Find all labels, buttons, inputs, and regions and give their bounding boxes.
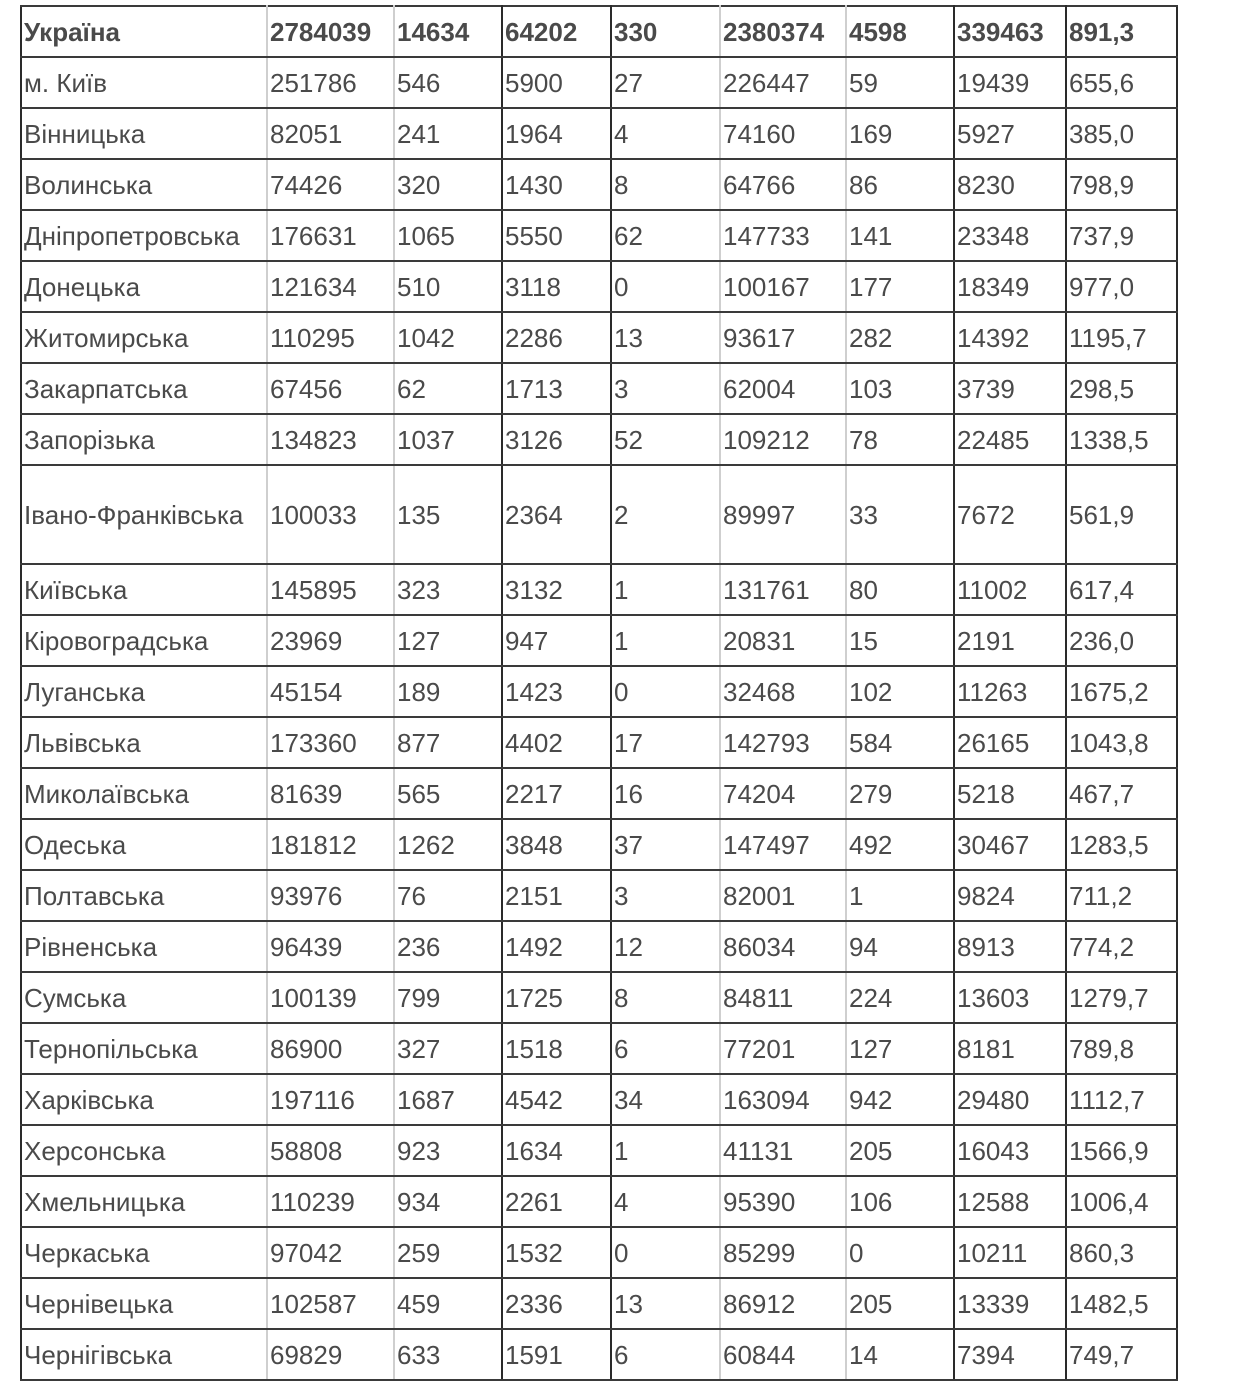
cell-incidence-per-100k: 385,0	[1066, 108, 1177, 159]
cell-new-cases: 459	[394, 1278, 502, 1329]
cell-region-name: Запорізька	[21, 414, 267, 465]
cell-incidence-per-100k: 1675,2	[1066, 666, 1177, 717]
cell-active-cases: 5218	[954, 768, 1066, 819]
cell-new-cases: 934	[394, 1176, 502, 1227]
cell-new-cases: 236	[394, 921, 502, 972]
cell-recovered: 62004	[720, 363, 846, 414]
cell-deaths: 947	[502, 615, 611, 666]
cell-new-recovered: 1	[846, 870, 954, 921]
cell-region-name: Вінницька	[21, 108, 267, 159]
table-row	[21, 261, 1177, 312]
cell-recovered: 77201	[720, 1023, 846, 1074]
cell-region-name: Харківська	[21, 1074, 267, 1125]
cell-total-cases: 96439	[267, 921, 394, 972]
cell-new-cases: 14634	[394, 6, 502, 57]
cell-new-cases: 799	[394, 972, 502, 1023]
table-row	[21, 108, 1177, 159]
cell-region-name: м. Київ	[21, 57, 267, 108]
cell-active-cases: 8181	[954, 1023, 1066, 1074]
cell-new-recovered: 205	[846, 1278, 954, 1329]
cell-active-cases: 7672	[954, 465, 1066, 564]
cell-region-name: Луганська	[21, 666, 267, 717]
cell-new-deaths: 37	[611, 819, 720, 870]
cell-new-deaths: 13	[611, 1278, 720, 1329]
cell-recovered: 74204	[720, 768, 846, 819]
cell-new-recovered: 33	[846, 465, 954, 564]
cell-deaths: 2286	[502, 312, 611, 363]
cell-active-cases: 339463	[954, 6, 1066, 57]
cell-active-cases: 30467	[954, 819, 1066, 870]
cell-incidence-per-100k: 711,2	[1066, 870, 1177, 921]
cell-new-deaths: 3	[611, 870, 720, 921]
cell-deaths: 2151	[502, 870, 611, 921]
cell-recovered: 20831	[720, 615, 846, 666]
table-row	[21, 1074, 1177, 1125]
cell-new-recovered: 942	[846, 1074, 954, 1125]
cell-region-name: Закарпатська	[21, 363, 267, 414]
cell-incidence-per-100k: 789,8	[1066, 1023, 1177, 1074]
cell-new-recovered: 584	[846, 717, 954, 768]
cell-region-name: Донецька	[21, 261, 267, 312]
cell-new-recovered: 86	[846, 159, 954, 210]
cell-recovered: 147497	[720, 819, 846, 870]
cell-region-name: Рівненська	[21, 921, 267, 972]
cell-new-cases: 633	[394, 1329, 502, 1380]
cell-new-deaths: 1	[611, 615, 720, 666]
cell-active-cases: 12588	[954, 1176, 1066, 1227]
cell-deaths: 2364	[502, 465, 611, 564]
cell-incidence-per-100k: 749,7	[1066, 1329, 1177, 1380]
cell-total-cases: 173360	[267, 717, 394, 768]
table-row	[21, 972, 1177, 1023]
cell-new-deaths: 1	[611, 1125, 720, 1176]
cell-incidence-per-100k: 617,4	[1066, 564, 1177, 615]
cell-recovered: 84811	[720, 972, 846, 1023]
cell-total-cases: 110295	[267, 312, 394, 363]
cell-deaths: 1725	[502, 972, 611, 1023]
cell-new-deaths: 1	[611, 564, 720, 615]
cell-new-cases: 565	[394, 768, 502, 819]
table-row	[21, 1227, 1177, 1278]
cell-deaths: 1713	[502, 363, 611, 414]
cell-incidence-per-100k: 561,9	[1066, 465, 1177, 564]
cell-active-cases: 11002	[954, 564, 1066, 615]
cell-active-cases: 8230	[954, 159, 1066, 210]
table-row-total	[21, 6, 1177, 57]
cell-active-cases: 23348	[954, 210, 1066, 261]
cell-total-cases: 81639	[267, 768, 394, 819]
cell-deaths: 1430	[502, 159, 611, 210]
cell-new-recovered: 103	[846, 363, 954, 414]
cell-region-name: Чернігівська	[21, 1329, 267, 1380]
cell-incidence-per-100k: 1006,4	[1066, 1176, 1177, 1227]
cell-new-cases: 1687	[394, 1074, 502, 1125]
cell-new-recovered: 78	[846, 414, 954, 465]
table-row	[21, 1278, 1177, 1329]
cell-deaths: 2217	[502, 768, 611, 819]
cell-new-recovered: 279	[846, 768, 954, 819]
cell-active-cases: 8913	[954, 921, 1066, 972]
cell-new-recovered: 141	[846, 210, 954, 261]
cell-incidence-per-100k: 298,5	[1066, 363, 1177, 414]
cell-total-cases: 176631	[267, 210, 394, 261]
table-row	[21, 1329, 1177, 1380]
table-row	[21, 717, 1177, 768]
cell-active-cases: 22485	[954, 414, 1066, 465]
table-row	[21, 870, 1177, 921]
cell-deaths: 5900	[502, 57, 611, 108]
cell-new-cases: 1065	[394, 210, 502, 261]
cell-new-recovered: 4598	[846, 6, 954, 57]
cell-recovered: 100167	[720, 261, 846, 312]
cell-total-cases: 134823	[267, 414, 394, 465]
cell-new-cases: 127	[394, 615, 502, 666]
table-row	[21, 414, 1177, 465]
cell-total-cases: 2784039	[267, 6, 394, 57]
cell-incidence-per-100k: 1112,7	[1066, 1074, 1177, 1125]
table-row	[21, 768, 1177, 819]
table-row	[21, 615, 1177, 666]
cell-recovered: 86034	[720, 921, 846, 972]
cell-total-cases: 121634	[267, 261, 394, 312]
table-row	[21, 210, 1177, 261]
cell-incidence-per-100k: 891,3	[1066, 6, 1177, 57]
cell-recovered: 147733	[720, 210, 846, 261]
table-row	[21, 363, 1177, 414]
cell-new-recovered: 14	[846, 1329, 954, 1380]
cell-new-cases: 877	[394, 717, 502, 768]
cell-active-cases: 14392	[954, 312, 1066, 363]
cell-new-cases: 1262	[394, 819, 502, 870]
covid-region-stats-table	[20, 5, 1178, 1381]
cell-region-name: Івано-Франківська	[21, 465, 267, 564]
cell-total-cases: 58808	[267, 1125, 394, 1176]
cell-active-cases: 2191	[954, 615, 1066, 666]
cell-incidence-per-100k: 1566,9	[1066, 1125, 1177, 1176]
cell-deaths: 2261	[502, 1176, 611, 1227]
cell-new-cases: 546	[394, 57, 502, 108]
cell-total-cases: 93976	[267, 870, 394, 921]
table-row	[21, 1023, 1177, 1074]
cell-new-cases: 327	[394, 1023, 502, 1074]
cell-new-recovered: 0	[846, 1227, 954, 1278]
cell-incidence-per-100k: 1283,5	[1066, 819, 1177, 870]
cell-deaths: 1591	[502, 1329, 611, 1380]
cell-active-cases: 18349	[954, 261, 1066, 312]
cell-deaths: 64202	[502, 6, 611, 57]
cell-region-name: Тернопільська	[21, 1023, 267, 1074]
cell-new-deaths: 2	[611, 465, 720, 564]
cell-new-recovered: 224	[846, 972, 954, 1023]
cell-new-deaths: 6	[611, 1329, 720, 1380]
cell-total-cases: 251786	[267, 57, 394, 108]
cell-active-cases: 9824	[954, 870, 1066, 921]
cell-recovered: 226447	[720, 57, 846, 108]
cell-new-deaths: 0	[611, 666, 720, 717]
cell-new-recovered: 492	[846, 819, 954, 870]
cell-total-cases: 100033	[267, 465, 394, 564]
cell-new-recovered: 106	[846, 1176, 954, 1227]
cell-region-name: Сумська	[21, 972, 267, 1023]
cell-active-cases: 29480	[954, 1074, 1066, 1125]
cell-new-cases: 320	[394, 159, 502, 210]
cell-new-deaths: 16	[611, 768, 720, 819]
cell-recovered: 163094	[720, 1074, 846, 1125]
cell-incidence-per-100k: 1279,7	[1066, 972, 1177, 1023]
cell-recovered: 142793	[720, 717, 846, 768]
cell-total-cases: 97042	[267, 1227, 394, 1278]
cell-new-deaths: 52	[611, 414, 720, 465]
cell-incidence-per-100k: 467,7	[1066, 768, 1177, 819]
cell-new-recovered: 59	[846, 57, 954, 108]
cell-region-name: Львівська	[21, 717, 267, 768]
cell-recovered: 89997	[720, 465, 846, 564]
cell-deaths: 1634	[502, 1125, 611, 1176]
cell-total-cases: 67456	[267, 363, 394, 414]
cell-deaths: 4542	[502, 1074, 611, 1125]
cell-new-recovered: 127	[846, 1023, 954, 1074]
cell-recovered: 131761	[720, 564, 846, 615]
cell-new-deaths: 13	[611, 312, 720, 363]
cell-recovered: 2380374	[720, 6, 846, 57]
cell-new-cases: 1042	[394, 312, 502, 363]
cell-new-deaths: 0	[611, 1227, 720, 1278]
cell-total-cases: 181812	[267, 819, 394, 870]
cell-recovered: 93617	[720, 312, 846, 363]
table-row	[21, 564, 1177, 615]
cell-new-deaths: 8	[611, 972, 720, 1023]
cell-recovered: 82001	[720, 870, 846, 921]
cell-new-cases: 76	[394, 870, 502, 921]
cell-total-cases: 102587	[267, 1278, 394, 1329]
table-row	[21, 312, 1177, 363]
table-row	[21, 819, 1177, 870]
table-row	[21, 57, 1177, 108]
cell-region-name: Миколаївська	[21, 768, 267, 819]
cell-deaths: 2336	[502, 1278, 611, 1329]
cell-total-cases: 74426	[267, 159, 394, 210]
cell-region-name: Одеська	[21, 819, 267, 870]
cell-total-cases: 110239	[267, 1176, 394, 1227]
cell-recovered: 74160	[720, 108, 846, 159]
cell-total-cases: 23969	[267, 615, 394, 666]
cell-active-cases: 3739	[954, 363, 1066, 414]
table-row	[21, 1176, 1177, 1227]
cell-new-deaths: 12	[611, 921, 720, 972]
table-row	[21, 1125, 1177, 1176]
cell-deaths: 1532	[502, 1227, 611, 1278]
cell-new-deaths: 17	[611, 717, 720, 768]
cell-deaths: 4402	[502, 717, 611, 768]
cell-recovered: 85299	[720, 1227, 846, 1278]
cell-new-cases: 135	[394, 465, 502, 564]
cell-new-recovered: 282	[846, 312, 954, 363]
cell-incidence-per-100k: 860,3	[1066, 1227, 1177, 1278]
cell-new-cases: 189	[394, 666, 502, 717]
cell-region-name: Херсонська	[21, 1125, 267, 1176]
cell-deaths: 1964	[502, 108, 611, 159]
table-row	[21, 465, 1177, 564]
cell-total-cases: 45154	[267, 666, 394, 717]
cell-total-cases: 100139	[267, 972, 394, 1023]
cell-active-cases: 16043	[954, 1125, 1066, 1176]
table-row	[21, 666, 1177, 717]
cell-total-cases: 145895	[267, 564, 394, 615]
cell-total-cases: 69829	[267, 1329, 394, 1380]
cell-deaths: 3132	[502, 564, 611, 615]
cell-new-deaths: 6	[611, 1023, 720, 1074]
cell-recovered: 95390	[720, 1176, 846, 1227]
cell-new-deaths: 34	[611, 1074, 720, 1125]
cell-active-cases: 13603	[954, 972, 1066, 1023]
cell-new-cases: 510	[394, 261, 502, 312]
cell-new-deaths: 27	[611, 57, 720, 108]
cell-new-deaths: 4	[611, 108, 720, 159]
cell-incidence-per-100k: 236,0	[1066, 615, 1177, 666]
cell-active-cases: 7394	[954, 1329, 1066, 1380]
cell-incidence-per-100k: 1338,5	[1066, 414, 1177, 465]
cell-incidence-per-100k: 1195,7	[1066, 312, 1177, 363]
cell-recovered: 32468	[720, 666, 846, 717]
cell-deaths: 1518	[502, 1023, 611, 1074]
cell-active-cases: 5927	[954, 108, 1066, 159]
cell-new-recovered: 177	[846, 261, 954, 312]
table-body	[21, 6, 1177, 1380]
cell-recovered: 64766	[720, 159, 846, 210]
cell-new-cases: 1037	[394, 414, 502, 465]
cell-new-cases: 259	[394, 1227, 502, 1278]
cell-new-deaths: 0	[611, 261, 720, 312]
cell-region-name: Черкаська	[21, 1227, 267, 1278]
cell-active-cases: 13339	[954, 1278, 1066, 1329]
cell-region-name: Україна	[21, 6, 267, 57]
cell-deaths: 5550	[502, 210, 611, 261]
cell-new-recovered: 94	[846, 921, 954, 972]
cell-new-recovered: 15	[846, 615, 954, 666]
cell-deaths: 1492	[502, 921, 611, 972]
table-row	[21, 921, 1177, 972]
cell-new-deaths: 3	[611, 363, 720, 414]
cell-region-name: Хмельницька	[21, 1176, 267, 1227]
cell-recovered: 41131	[720, 1125, 846, 1176]
cell-active-cases: 11263	[954, 666, 1066, 717]
cell-incidence-per-100k: 977,0	[1066, 261, 1177, 312]
cell-region-name: Київська	[21, 564, 267, 615]
cell-region-name: Чернівецька	[21, 1278, 267, 1329]
cell-new-cases: 241	[394, 108, 502, 159]
cell-deaths: 3848	[502, 819, 611, 870]
cell-total-cases: 82051	[267, 108, 394, 159]
cell-new-cases: 323	[394, 564, 502, 615]
cell-new-deaths: 8	[611, 159, 720, 210]
cell-incidence-per-100k: 737,9	[1066, 210, 1177, 261]
cell-region-name: Дніпропетровська	[21, 210, 267, 261]
cell-incidence-per-100k: 1043,8	[1066, 717, 1177, 768]
cell-total-cases: 86900	[267, 1023, 394, 1074]
cell-region-name: Полтавська	[21, 870, 267, 921]
cell-total-cases: 197116	[267, 1074, 394, 1125]
cell-deaths: 1423	[502, 666, 611, 717]
cell-region-name: Кіровоградська	[21, 615, 267, 666]
cell-region-name: Волинська	[21, 159, 267, 210]
cell-incidence-per-100k: 655,6	[1066, 57, 1177, 108]
cell-active-cases: 26165	[954, 717, 1066, 768]
cell-new-recovered: 169	[846, 108, 954, 159]
cell-new-recovered: 102	[846, 666, 954, 717]
cell-recovered: 86912	[720, 1278, 846, 1329]
cell-region-name: Житомирська	[21, 312, 267, 363]
cell-recovered: 109212	[720, 414, 846, 465]
cell-new-deaths: 330	[611, 6, 720, 57]
cell-active-cases: 19439	[954, 57, 1066, 108]
cell-new-recovered: 205	[846, 1125, 954, 1176]
cell-new-recovered: 80	[846, 564, 954, 615]
cell-new-cases: 62	[394, 363, 502, 414]
cell-recovered: 60844	[720, 1329, 846, 1380]
cell-incidence-per-100k: 798,9	[1066, 159, 1177, 210]
cell-incidence-per-100k: 1482,5	[1066, 1278, 1177, 1329]
cell-active-cases: 10211	[954, 1227, 1066, 1278]
cell-new-deaths: 4	[611, 1176, 720, 1227]
cell-deaths: 3118	[502, 261, 611, 312]
cell-incidence-per-100k: 774,2	[1066, 921, 1177, 972]
cell-new-cases: 923	[394, 1125, 502, 1176]
cell-deaths: 3126	[502, 414, 611, 465]
cell-new-deaths: 62	[611, 210, 720, 261]
table-row	[21, 159, 1177, 210]
